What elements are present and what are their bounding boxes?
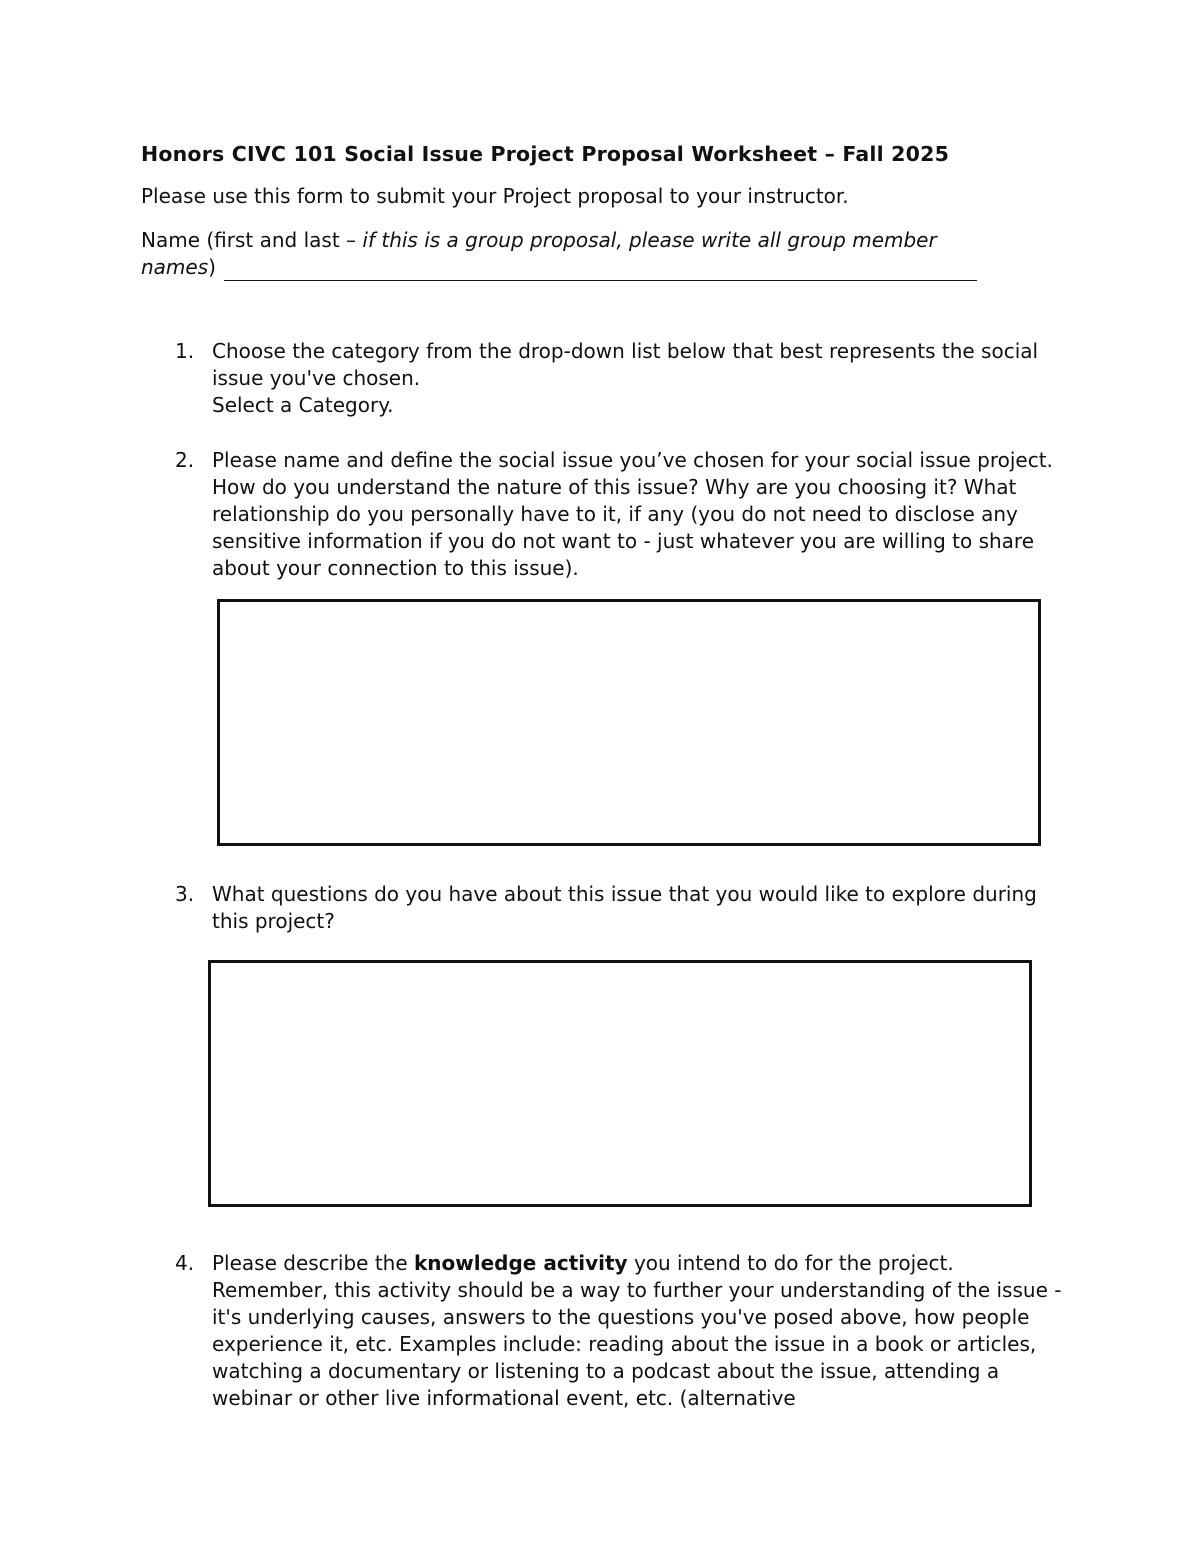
page-title: Honors CIVC 101 Social Issue Project Proposal Worksheet – Fall 2025 <box>141 142 950 166</box>
question-number: 1. <box>175 339 195 363</box>
name-field <box>141 227 1041 281</box>
name-label-start: Name (first and last – <box>141 228 363 252</box>
answer-box-question-3[interactable] <box>208 960 1032 1207</box>
category-dropdown[interactable]: Select a Category. <box>212 393 394 417</box>
knowledge-activity-term: knowledge activity <box>414 1251 628 1275</box>
question-number: 3. <box>175 882 195 906</box>
answer-box-question-2[interactable] <box>217 599 1041 846</box>
question-text <box>212 1250 1062 1412</box>
question-text: Please name and define the social issue you’ve chosen for your social issue project. How do you understand the nature of this issue? Why are you choosing it? What relationship do you personally have to it, if any (you do not need to disclose any sensitive information if you do not want to - just whatever you are willing to share about your connection to this issue). <box>212 448 1053 580</box>
question-text: What questions do you have about this issue that you would like to explore during this project? <box>212 882 1037 933</box>
question-number: 2. <box>175 448 195 472</box>
intro-text: Please use this form to submit your Project proposal to your instructor. <box>141 184 849 208</box>
name-input-line[interactable] <box>224 260 977 281</box>
name-label-italic-2: names <box>141 255 209 279</box>
question-text: Choose the category from the drop-down list below that best represents the social issue you've chosen. <box>212 339 1039 390</box>
question-text-rest: you intend to do for the project. Remember, this activity should be a way to further your understanding of the issue - it's underlying causes, answers to the questions you've posed above, how people experience it, etc. Examples include: reading about the issue in a book or articles, watching a documentary or listening to a podcast about the issue, attending a webinar or other live informational event, etc. (alternative <box>212 1251 1062 1410</box>
name-label-end: ) <box>208 255 216 279</box>
question-number: 4. <box>175 1251 195 1275</box>
question-text-start: Please describe the <box>212 1251 414 1275</box>
name-label-italic: if this is a group proposal, please write all group member <box>362 228 937 252</box>
